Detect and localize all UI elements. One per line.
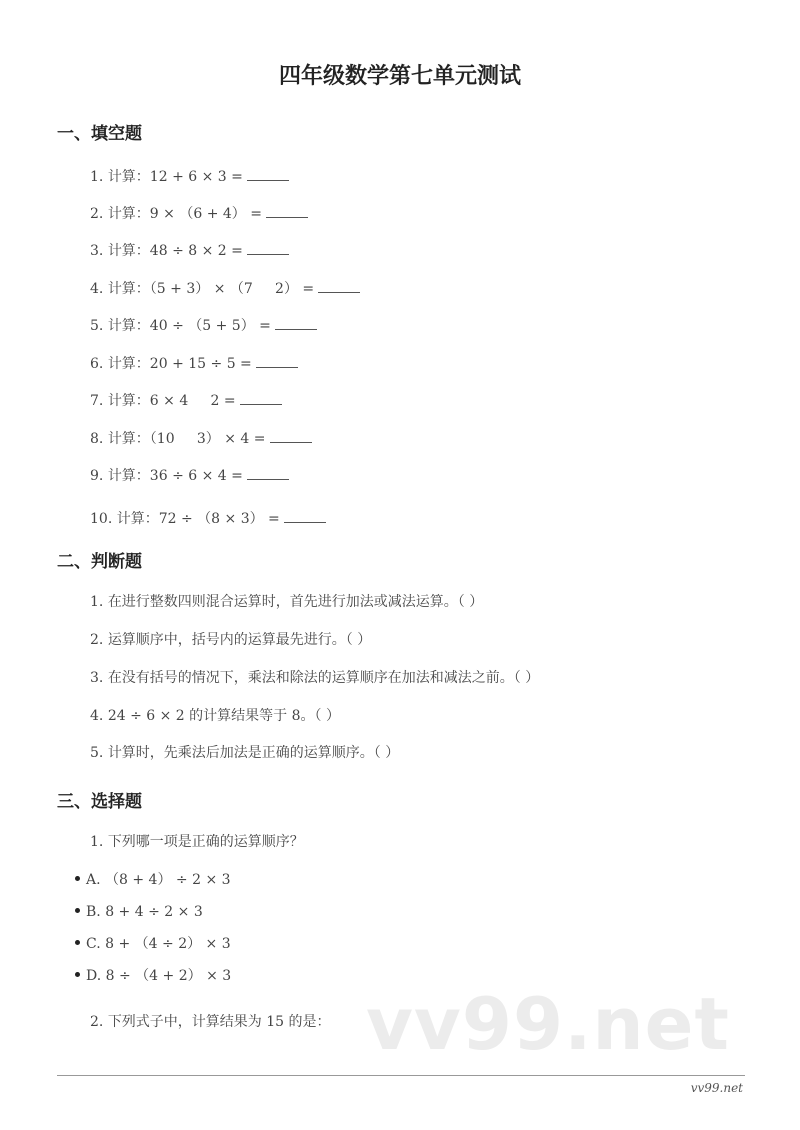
fill-item-5 (90, 317, 317, 333)
item-text: 运算顺序中，括号内的运算最先进行。（ ） (107, 632, 372, 648)
option-text: 8 + 4 ÷ 2 × 3 (105, 904, 203, 920)
judge-item-1 (90, 595, 483, 609)
answer-blank[interactable] (247, 168, 289, 181)
item-text: 在进行整数四则混合运算时，首先进行加法或减法运算。（ ） (107, 594, 484, 610)
judge-item-5 (90, 746, 399, 760)
item-number: 5. (90, 318, 104, 334)
answer-blank[interactable] (247, 467, 289, 480)
option-label: D. (86, 968, 102, 984)
choice-option-b[interactable] (75, 905, 203, 919)
answer-blank[interactable] (275, 317, 317, 330)
item-text: 计算：9 × （6 + 4） = (107, 206, 262, 222)
option-text: 8 ÷ （4 + 2） × 3 (105, 968, 232, 984)
footer-divider (57, 1075, 745, 1076)
item-text: 计算：20 + 15 ÷ 5 = (107, 356, 252, 372)
answer-blank[interactable] (284, 510, 326, 523)
choice-option-c[interactable] (75, 937, 231, 951)
fill-item-10 (90, 510, 326, 526)
item-number: 3. (90, 670, 104, 686)
bullet-icon (75, 940, 80, 945)
section-heading-true-false: 二、判断题 (57, 552, 142, 572)
item-number: 10. (90, 511, 113, 527)
judge-item-4 (90, 709, 340, 723)
answer-blank[interactable] (270, 430, 312, 443)
section-heading-fill-in: 一、填空题 (57, 124, 142, 144)
fill-item-3 (90, 242, 289, 258)
fill-item-2 (90, 205, 308, 221)
item-number: 1. (90, 169, 104, 185)
footer-site-label: vv99.net (690, 1081, 743, 1095)
item-text: 计算：6 × 4 2 = (107, 393, 236, 409)
answer-blank[interactable] (240, 392, 282, 405)
watermark: vv99.net (366, 982, 730, 1066)
fill-item-4 (90, 280, 360, 296)
fill-item-8 (90, 430, 312, 446)
item-text: 在没有括号的情况下，乘法和除法的运算顺序在加法和减法之前。（ ） (107, 670, 540, 686)
item-number: 6. (90, 356, 104, 372)
item-number: 5. (90, 745, 104, 761)
judge-item-3 (90, 671, 539, 685)
item-number: 7. (90, 393, 104, 409)
item-number: 2. (90, 1014, 104, 1030)
item-text: 计算：（5 + 3） × （7 2） = (107, 281, 315, 297)
item-number: 2. (90, 206, 104, 222)
page-title: 四年级数学第七单元测试 (278, 64, 521, 89)
item-text: 计算：36 ÷ 6 × 4 = (107, 468, 243, 484)
item-number: 4. (90, 708, 104, 724)
option-label: C. (86, 936, 101, 952)
item-text: 计算：（10 3） × 4 = (107, 431, 266, 447)
bullet-icon (75, 972, 80, 977)
item-number: 4. (90, 281, 104, 297)
item-text: 计算：48 ÷ 8 × 2 = (107, 243, 243, 259)
item-number: 2. (90, 632, 104, 648)
item-text: 计算时，先乘法后加法是正确的运算顺序。（ ） (107, 745, 400, 761)
choice-option-a[interactable] (75, 873, 231, 887)
fill-item-6 (90, 355, 298, 371)
answer-blank[interactable] (266, 205, 308, 218)
item-number: 1. (90, 594, 104, 610)
item-text: 计算：12 + 6 × 3 = (107, 169, 243, 185)
option-text: （8 + 4） ÷ 2 × 3 (105, 872, 231, 888)
item-text: 24 ÷ 6 × 2 的计算结果等于 8。（ ） (107, 708, 340, 724)
option-label: A. (86, 872, 101, 888)
choice-option-d[interactable] (75, 969, 231, 983)
item-text: 计算：40 ÷ （5 + 5） = (107, 318, 271, 334)
answer-blank[interactable] (247, 242, 289, 255)
fill-item-9 (90, 467, 289, 483)
fill-item-1 (90, 168, 289, 184)
item-number: 3. (90, 243, 104, 259)
answer-blank[interactable] (318, 280, 360, 293)
item-text: 下列式子中，计算结果为 15 的是： (107, 1014, 331, 1030)
fill-item-7 (90, 392, 282, 408)
option-label: B. (86, 904, 101, 920)
judge-item-2 (90, 633, 371, 647)
section-heading-multiple-choice: 三、选择题 (57, 792, 142, 812)
item-number: 1. (90, 834, 104, 850)
item-number: 8. (90, 431, 104, 447)
choice-question-1 (90, 835, 304, 849)
item-number: 9. (90, 468, 104, 484)
bullet-icon (75, 908, 80, 913)
option-text: 8 + （4 ÷ 2） × 3 (105, 936, 231, 952)
choice-question-2 (90, 1015, 800, 1029)
answer-blank[interactable] (256, 355, 298, 368)
bullet-icon (75, 876, 80, 881)
item-text: 下列哪一项是正确的运算顺序？ (107, 834, 304, 850)
item-text: 计算：72 ÷ （8 × 3） = (116, 511, 280, 527)
